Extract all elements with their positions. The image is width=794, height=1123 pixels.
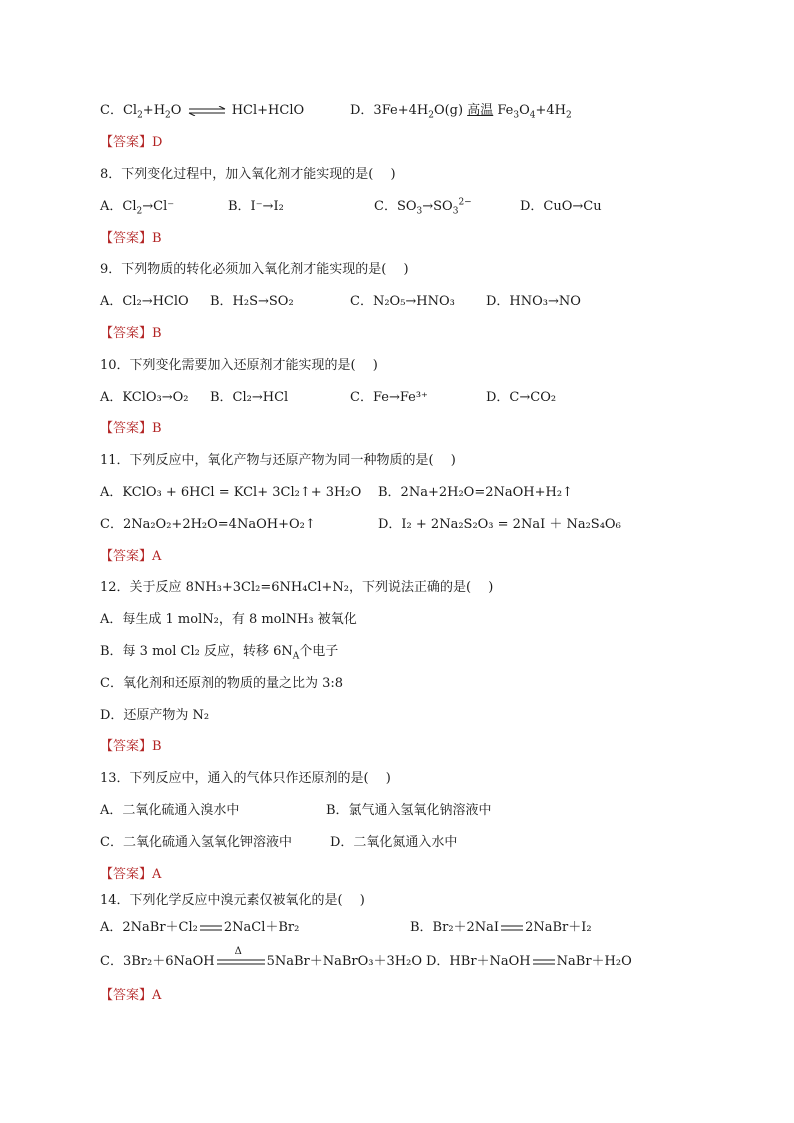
q9-option-c: C．N₂O₅→HNO₃ (350, 294, 455, 309)
double-equals-icon (215, 958, 267, 966)
q13-answer (100, 866, 161, 884)
q12-b-sub: A (292, 651, 300, 662)
q8-answer (100, 230, 162, 248)
q14-b-post: 2NaBr＋I₂ (525, 920, 592, 935)
q14-a-pre: A．2NaBr＋Cl₂ (100, 920, 198, 935)
q7-c-text1: C．Cl (100, 103, 138, 118)
q10-options (100, 389, 720, 407)
q7-d-text1: D．3Fe+4H (350, 103, 429, 118)
heat-delta-icon: Δ (234, 945, 242, 957)
q8-option-c: C．$SO_3\to SO_3^{2-}$ (374, 197, 472, 217)
answer-tag: 【答案】 (100, 135, 153, 150)
q11-answer (100, 548, 161, 566)
answer-tag: 【答案】 (100, 231, 153, 246)
q8-c-mid: →SO (422, 199, 453, 214)
q13-options-row2 (100, 834, 720, 852)
q14-stem: 14．下列化学反应中溴元素仅被氧化的是( ) (100, 893, 365, 908)
double-equals-icon (199, 924, 223, 932)
q11-option-d: D．I₂ + 2Na₂S₂O₃ = 2NaI ＋ Na₂S₄O₆ (378, 517, 621, 532)
answer-value: B (152, 739, 162, 754)
q14-answer (100, 987, 161, 1005)
q7-d-text3: Fe (497, 103, 514, 118)
q12-option-a: A．每生成 1 molN₂，有 8 molNH₃ 被氧化 (100, 612, 357, 627)
q10-option-a: A．KClO₃→O₂ (100, 390, 189, 405)
q8-a-pre: A．Cl (100, 199, 137, 214)
q12-b-post: 个电子 (299, 644, 339, 659)
double-equals-icon (532, 958, 556, 966)
q9-answer (100, 325, 162, 343)
q14-option-a (100, 919, 299, 937)
q8-option-b: B．I⁻→I₂ (228, 199, 284, 214)
answer-value: B (152, 326, 162, 341)
q13-stem: 13．下列反应中，通入的气体只作还原剂的是( ) (100, 771, 391, 786)
q11-options-row2 (100, 516, 720, 534)
q7-option-d: D．$3Fe+4H_2O(g)$ 高温 $Fe_3O_4+4H_2$ (350, 103, 572, 121)
q10-option-c: C．Fe→Fe³⁺ (350, 390, 428, 405)
answer-value: A (152, 867, 162, 882)
heating-condition (215, 945, 267, 969)
q14-b-pre: B．Br₂＋2NaI (410, 920, 500, 935)
q14-options-row1 (100, 919, 720, 937)
answer-tag: 【答案】 (100, 549, 153, 564)
q8-c-sup: 2− (458, 197, 472, 208)
answer-tag: 【答案】 (100, 739, 153, 754)
q8-a-post: →Cl⁻ (142, 199, 175, 214)
q11-option-b: B．2Na+2H₂O=2NaOH+H₂↑ (378, 485, 573, 500)
q14-d-pre: D．HBr＋NaOH (426, 954, 531, 969)
answer-tag: 【答案】 (100, 988, 153, 1003)
q12-option-c: C．氧化剂和还原剂的物质的量之比为 3:8 (100, 676, 344, 691)
q14-option-c (100, 945, 422, 971)
q13-option-a: A．二氧化硫通入溴水中 (100, 803, 240, 818)
q8-option-a: A．$Cl_2\to Cl^-$ (100, 199, 175, 217)
q11-option-a: A．KClO₃ + 6HCl = KCl+ 3Cl₂↑+ 3H₂O (100, 485, 362, 500)
q9-option-d: D．HNO₃→NO (486, 294, 581, 309)
q8-option-d: D．CuO→Cu (520, 199, 602, 214)
q7-answer (100, 134, 162, 152)
reversible-arrow-icon (187, 106, 227, 116)
answer-value: A (152, 988, 162, 1003)
q12-option-d: D．还原产物为 N₂ (100, 708, 210, 723)
q12-stem: 12．关于反应 8NH₃+3Cl₂=6NH₄Cl+N₂，下列说法正确的是( ) (100, 580, 494, 595)
q10-answer (100, 420, 162, 438)
q10-option-d: D．C→CO₂ (486, 390, 557, 405)
q14-a-post: 2NaCl＋Br₂ (223, 920, 300, 935)
q9-option-a: A．Cl₂→HClO (100, 294, 189, 309)
q11-option-c: C．2Na₂O₂+2H₂O=4NaOH+O₂↑ (100, 517, 316, 532)
answer-tag: 【答案】 (100, 326, 153, 341)
q7-d-text4: O (519, 103, 530, 118)
q10-option-b: B．Cl₂→HCl (210, 390, 289, 405)
q7-option-c: C．$Cl_2+H_2O$ HCl+HClO (100, 103, 305, 121)
q13-option-d: D．二氧化氮通入水中 (330, 835, 458, 850)
q13-options-row1 (100, 802, 720, 820)
q14-option-d (426, 953, 632, 971)
answer-value: A (152, 549, 162, 564)
q14-d-post: NaBr＋H₂O (556, 954, 632, 969)
q11-options-row1 (100, 484, 720, 502)
q14-c-pre: C．3Br₂＋6NaOH (100, 954, 215, 969)
q14-options-row2 (100, 945, 740, 975)
q7-d-condition: 高温 (467, 103, 494, 118)
answer-tag: 【答案】 (100, 421, 153, 436)
q7-d-text5: +4H (535, 103, 567, 118)
q7-d-text2: O(g) (433, 103, 464, 118)
answer-value: D (152, 135, 163, 150)
q11-stem: 11．下列反应中，氧化产物与还原产物为同一种物质的是( ) (100, 453, 456, 468)
q12-b-pre: B．每 3 mol Cl₂ 反应，转移 6N (100, 644, 293, 659)
q8-options (100, 198, 720, 216)
q7-c-text4: HCl+HClO (231, 103, 305, 118)
q8-c-pre: C．SO (374, 199, 417, 214)
q10-stem: 10．下列变化需要加入还原剂才能实现的是( ) (100, 358, 378, 373)
q9-stem: 9．下列物质的转化必须加入氧化剂才能实现的是( ) (100, 262, 409, 277)
q7-c-text3: O (170, 103, 182, 118)
q7-c-text2: +H (142, 103, 166, 118)
q14-c-post: 5NaBr＋NaBrO₃＋3H₂O (266, 954, 422, 969)
q13-option-b: B．氯气通入氢氧化钠溶液中 (326, 803, 492, 818)
q13-option-c: C．二氧化硫通入氢氧化钾溶液中 (100, 835, 292, 850)
answer-tag: 【答案】 (100, 867, 153, 882)
q12-option-b (100, 643, 338, 661)
q12-answer (100, 738, 162, 756)
q9-option-b: B．H₂S→SO₂ (210, 294, 294, 309)
q9-options (100, 293, 720, 311)
answer-value: B (152, 421, 162, 436)
double-equals-icon (500, 924, 524, 932)
q8-stem: 8．下列变化过程中，加入氧化剂才能实现的是( ) (100, 167, 396, 182)
answer-value: B (152, 231, 162, 246)
q14-option-b (410, 919, 592, 937)
